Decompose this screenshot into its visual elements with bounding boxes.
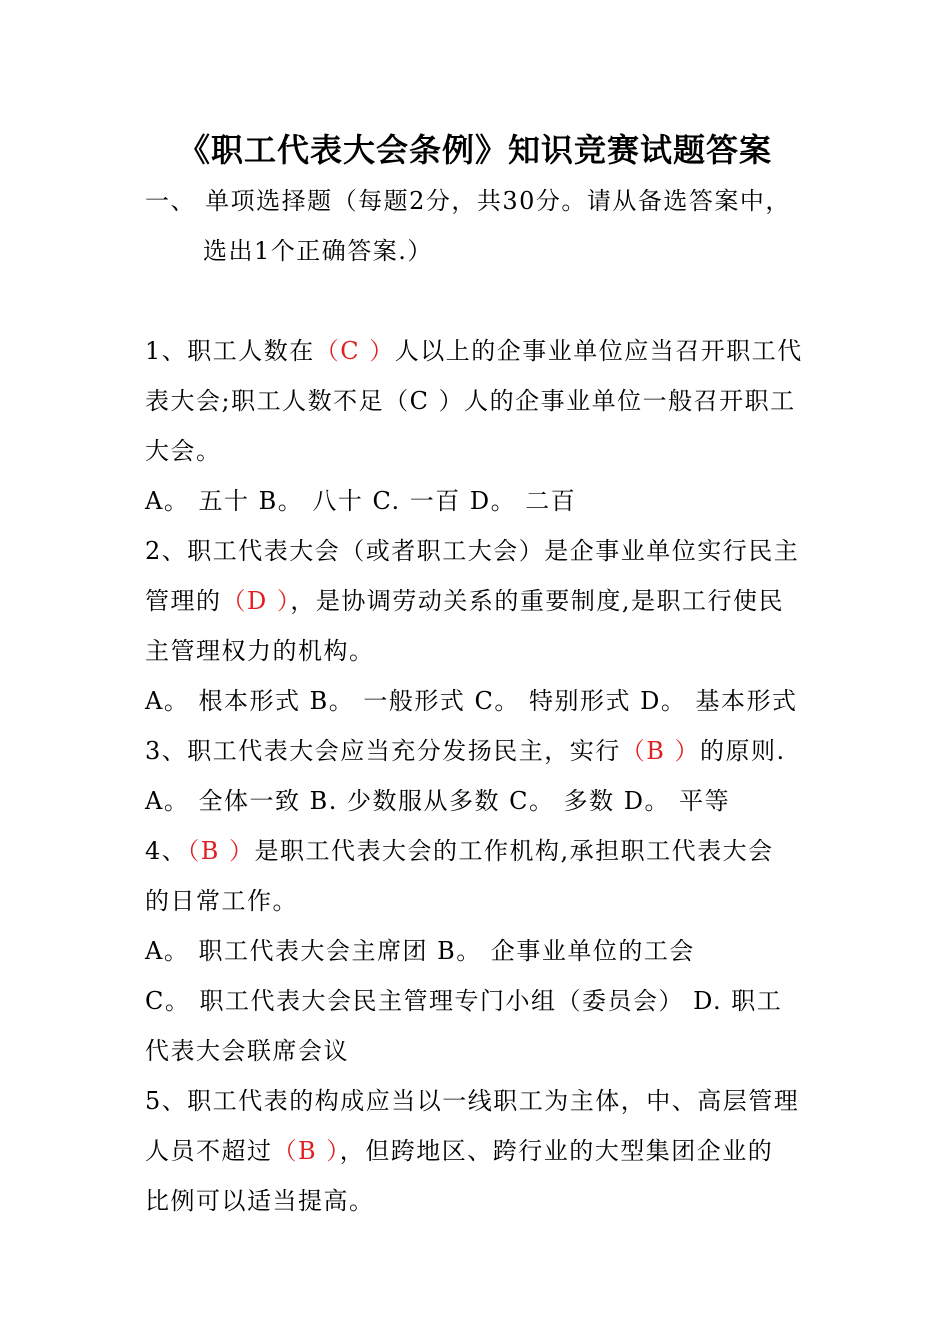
q2-line-3: 主管理权力的机构。 [145,637,375,665]
q1-line-1 [145,336,815,366]
q5-line-2 [145,1136,815,1166]
section-heading-line-1: 一、 单项选择题（每题2分，共30分。请从备选答案中， [145,187,791,215]
q4-options-1: A。 职工代表大会主席团 B。 企事业单位的工会 [145,937,695,965]
q1-options: A。 五十 B。 八十 C. 一百 D。 二百 [145,487,577,515]
q3-text-cont: 的原则. [700,737,786,765]
q1-line-3: 大会。 [145,437,222,465]
q2-line-2 [145,586,815,616]
q4-text-cont: 是职工代表大会的工作机构,承担职工代表大会 [254,837,774,865]
q2-options: A。 根本形式 B。 一般形式 C。 特别形式 D。 基本形式 [145,687,798,715]
q4-answer: （B ） [187,837,255,865]
q4-text: 4、 [145,837,188,865]
q3-options: A。 全体一致 B. 少数服从多数 C。 多数 D。 平等 [145,787,731,815]
q5-line-3: 比例可以适当提高。 [145,1187,375,1215]
q4-options-2: C。 职工代表大会民主管理专门小组（委员会） D. 职工 [145,987,783,1015]
q1-line-2: 表大会;职工人数不足（C ）人的企事业单位一般召开职工 [145,387,796,415]
q2-text-cont: ，是协调劳动关系的重要制度,是职工行使民 [290,587,785,615]
q4-line-1 [145,836,815,866]
q5-text: 人员不超过 [145,1137,273,1165]
q1-answer: （C ） [314,337,395,365]
q2-text: 管理的 [145,587,222,615]
q3-text: 3、职工代表大会应当充分发扬民主，实行 [145,737,621,765]
q2-answer: （D ） [221,587,291,615]
section-heading-line-2: 选出1个正确答案.） [203,237,433,265]
q4-options-3: 代表大会联席会议 [145,1037,349,1065]
q1-text: 1、职工人数在 [145,337,315,365]
q3-answer: （B ） [620,737,701,765]
q4-line-2: 的日常工作。 [145,887,298,915]
q5-text-cont: ，但跨地区、跨行业的大型集团企业的 [339,1137,774,1165]
q5-answer: （B ） [272,1137,340,1165]
q2-line-1: 2、职工代表大会（或者职工大会）是企事业单位实行民主 [145,537,800,565]
document-title: 《职工代表大会条例》知识竞赛试题答案 [177,131,772,169]
q5-line-1: 5、职工代表的构成应当以一线职工为主体，中、高层管理 [145,1087,800,1115]
q1-text-cont: 人以上的企事业单位应当召开职工代 [394,337,803,365]
q3-line-1 [145,736,815,766]
